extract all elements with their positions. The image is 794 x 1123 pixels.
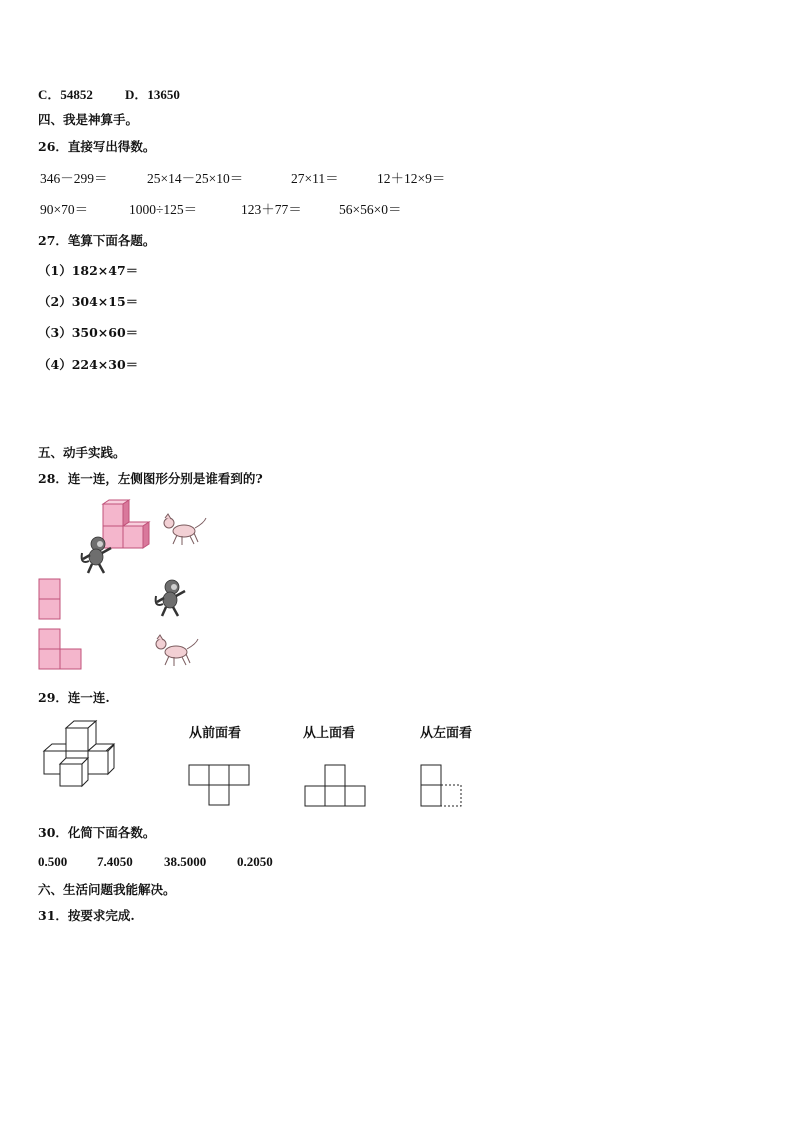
q30-number: 0.2050 [237, 854, 273, 869]
q30-number: 0.500 [38, 854, 68, 869]
view-inverted-t-shape [304, 764, 368, 808]
q26-expr: 12＋12×9＝ [377, 171, 446, 186]
section-6-title: 六、生活问题我能解决。 [38, 882, 176, 897]
q27-title: 27．笔算下面各题。 [38, 233, 156, 248]
q26-title: 26．直接写出得数。 [38, 139, 156, 154]
q27-item: （2）304×15＝ [38, 294, 139, 309]
monkey-icon [152, 578, 188, 618]
q31-title: 31．按要求完成. [38, 908, 135, 923]
section-5-title: 五、动手实践。 [38, 445, 126, 460]
q30-number: 7.4050 [97, 854, 133, 869]
monkey-icon [78, 535, 114, 575]
q26-expr: 123＋77＝ [241, 202, 302, 217]
q27-item: （3）350×60＝ [38, 325, 139, 340]
q26-expr: 25×14－25×10＝ [147, 171, 244, 186]
view-t-shape [188, 764, 252, 808]
q29-title: 29．连一连. [38, 690, 110, 705]
view-l-shape [38, 628, 84, 672]
q26-expr: 90×70＝ [40, 202, 89, 217]
dog-icon [152, 634, 200, 670]
q27-item: （4）224×30＝ [38, 357, 139, 372]
view-two-stacked [38, 578, 62, 622]
q26-expr: 1000÷125＝ [129, 202, 198, 217]
option-d: D．13650 [125, 87, 180, 102]
wireframe-cubes-figure [42, 718, 114, 786]
view-label-left: 从左面看 [420, 726, 473, 741]
q30-title: 30．化简下面各数。 [38, 825, 156, 840]
dog-icon [160, 513, 208, 549]
section-4-title: 四、我是神算手。 [38, 112, 139, 127]
q27-item: （1）182×47＝ [38, 263, 139, 278]
view-label-front: 从前面看 [189, 726, 242, 741]
option-c: C．54852 [38, 87, 93, 102]
q30-number: 38.5000 [164, 854, 207, 869]
q28-title: 28．连一连，左侧图形分别是谁看到的? [38, 471, 263, 486]
view-label-top: 从上面看 [303, 726, 356, 741]
q26-expr: 56×56×0＝ [339, 202, 402, 217]
q26-expr: 27×11＝ [291, 171, 339, 186]
q26-expr: 346－299＝ [40, 171, 108, 186]
view-l-dashed-shape [420, 764, 466, 808]
